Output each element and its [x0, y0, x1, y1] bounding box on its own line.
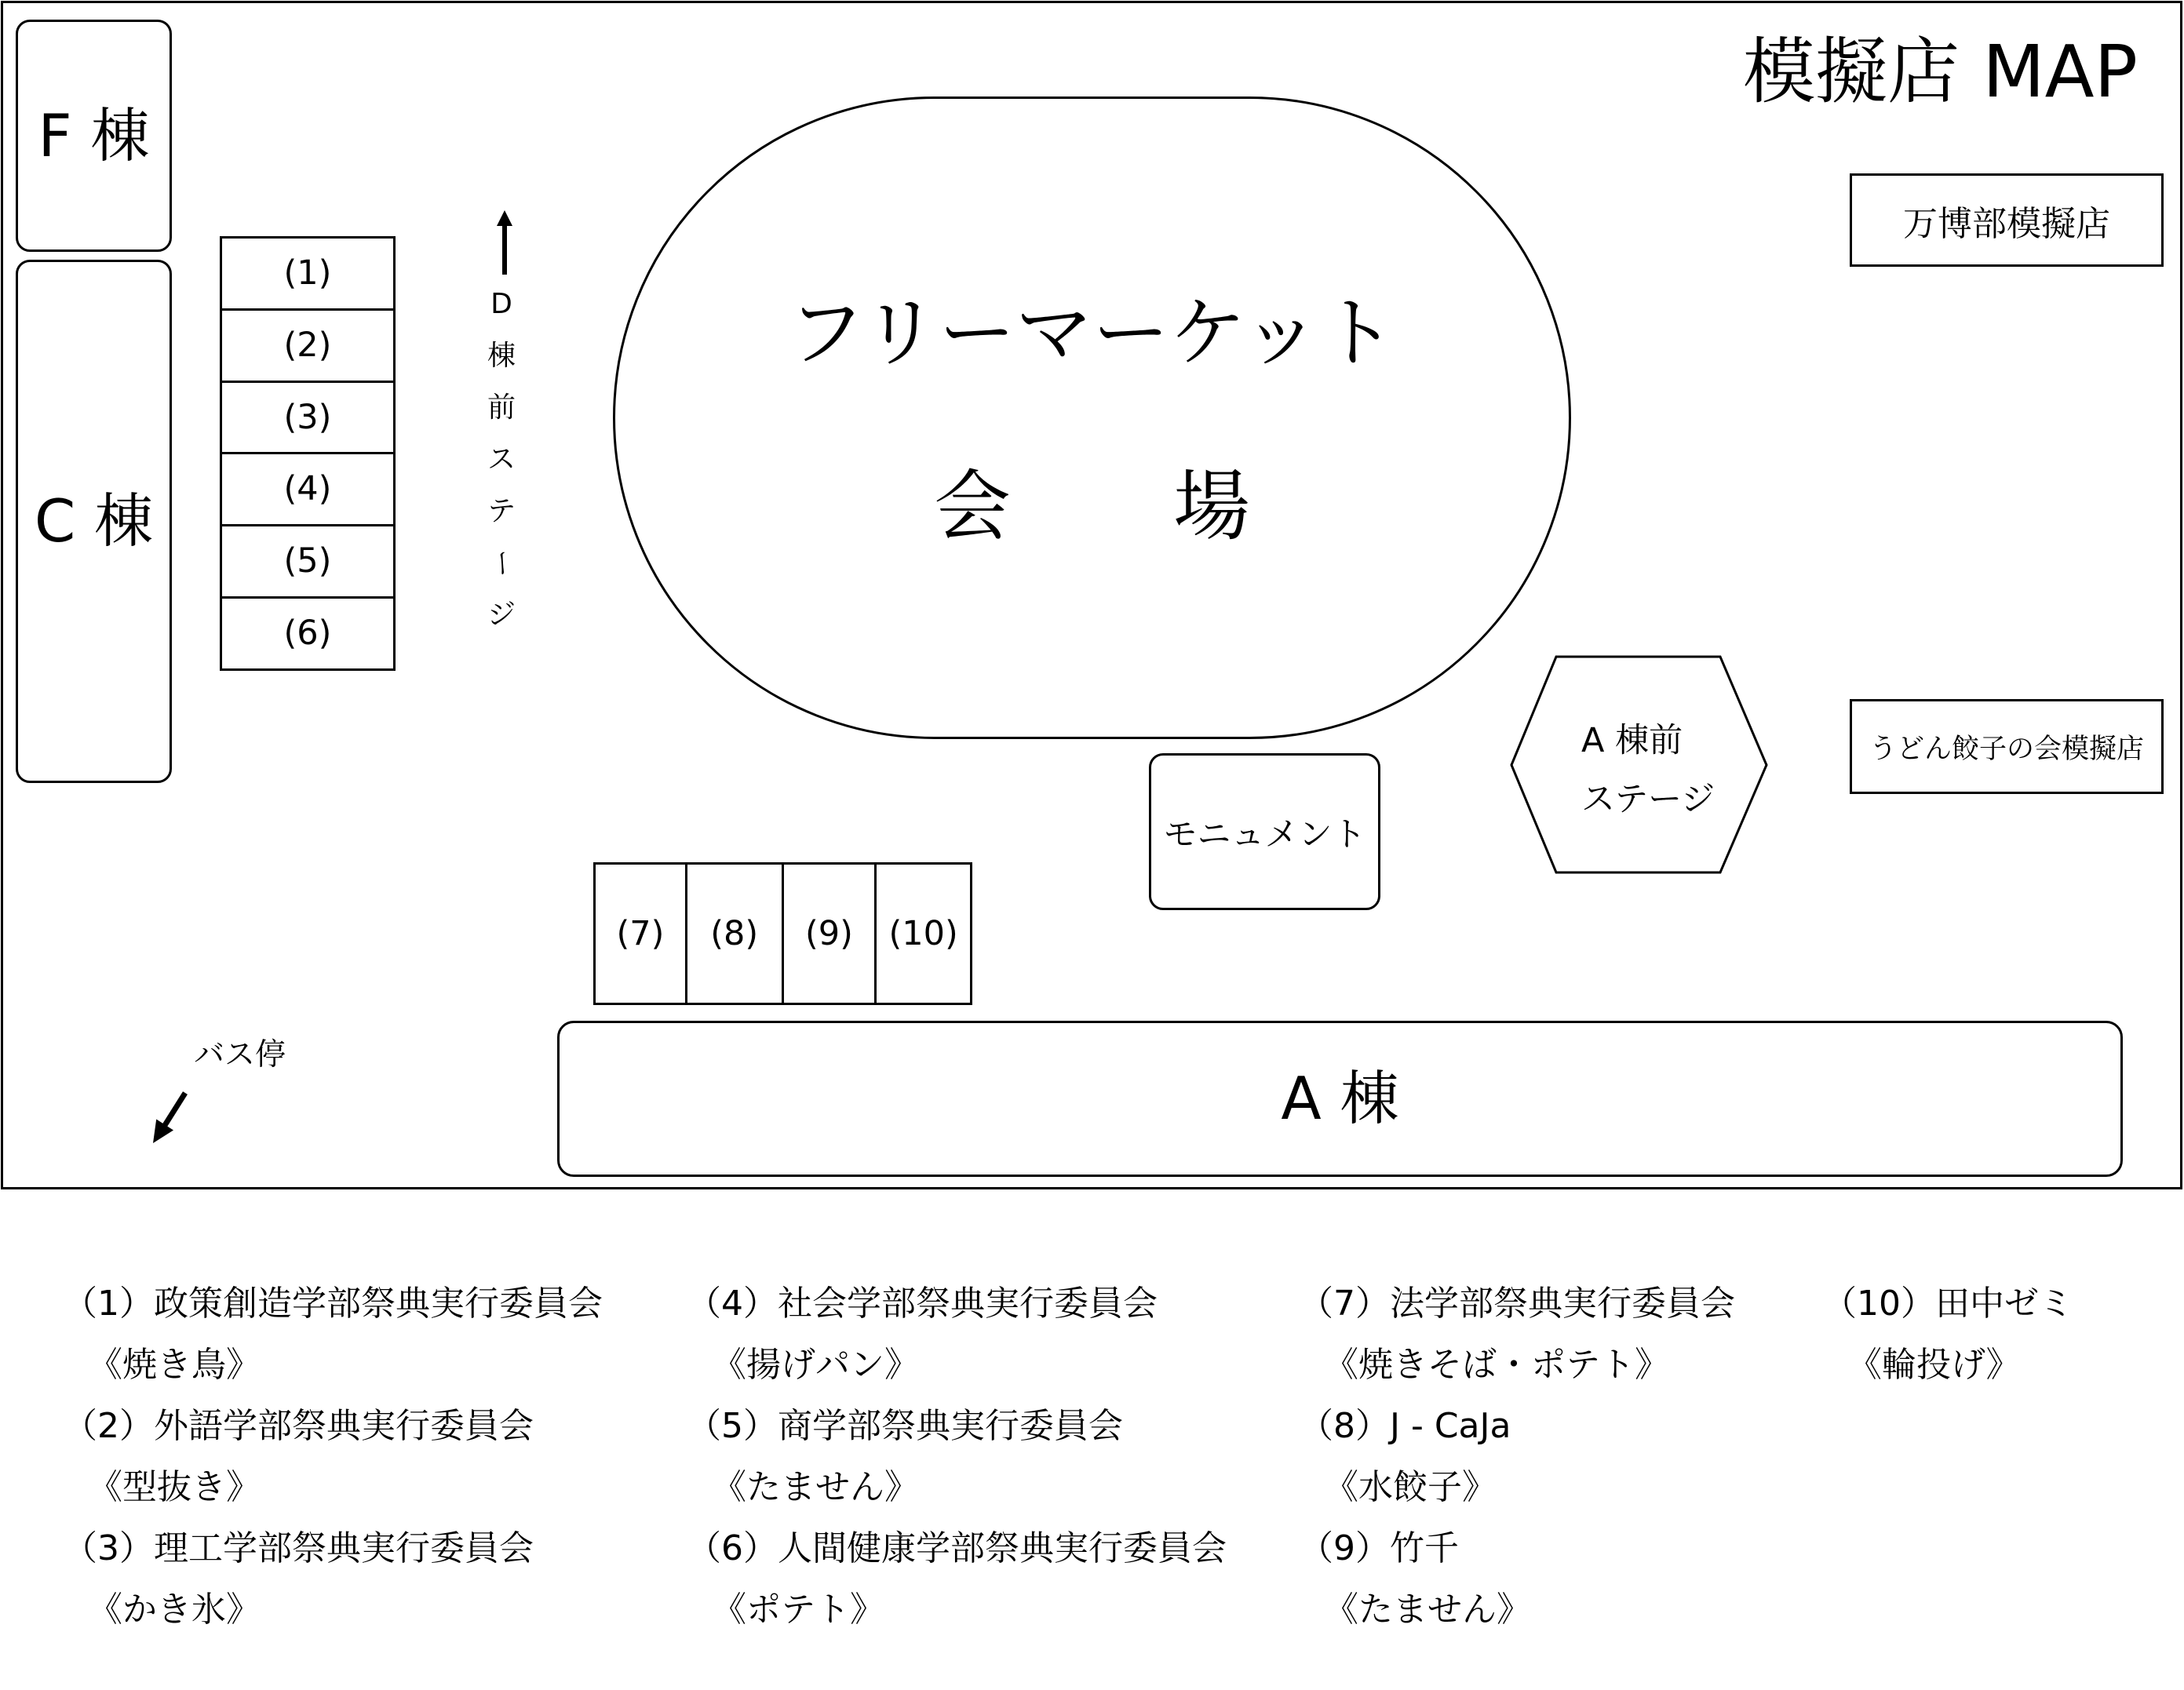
legend-entry — [63, 1518, 603, 1641]
legend-group-name: 理工学部祭典実行委員会 — [154, 1528, 534, 1568]
venue-char: 場 — [1173, 462, 1251, 552]
venue-char: 会 — [934, 462, 1012, 552]
legend-item: 《揚げパン》 — [712, 1345, 919, 1385]
building-f-label: F 棟 — [38, 100, 150, 170]
legend-number: （5） — [687, 1406, 778, 1446]
stall-cell: (9) — [782, 865, 875, 1003]
legend-group-name: 人間健康学部祭典実行委員会 — [778, 1528, 1227, 1568]
legend-entry — [63, 1396, 603, 1518]
d-stage-label — [482, 279, 521, 641]
legend-item: 《かき氷》 — [88, 1590, 261, 1630]
legend-number: （4） — [687, 1284, 778, 1324]
legend-number: （2） — [63, 1406, 154, 1446]
legend-heading — [1299, 1273, 1735, 1335]
legend-group-name: 外語学部祭典実行委員会 — [154, 1406, 534, 1446]
legend-heading — [1299, 1396, 1735, 1457]
legend-item: 《たません》 — [712, 1467, 919, 1507]
d-stage-char: 前 — [487, 392, 516, 424]
d-stage-char: D — [490, 288, 512, 320]
legend-heading — [63, 1396, 603, 1457]
a-stage-label-line1: A 棟前 — [1581, 721, 1683, 760]
legend-item: 《水餃子》 — [1324, 1467, 1497, 1507]
flea-market-venue — [613, 97, 1571, 739]
udon-gyoza-stall — [1850, 699, 2164, 794]
d-stage-char: ジ — [487, 599, 516, 631]
legend-entry — [1822, 1273, 2073, 1396]
d-stage-char: ー — [486, 548, 518, 577]
building-f — [16, 20, 172, 252]
stall-cell: (10) — [874, 865, 970, 1003]
d-stage-char: ス — [487, 443, 516, 475]
building-c — [16, 260, 172, 783]
stall-cell: (3) — [222, 381, 393, 453]
banpaku-stall — [1850, 173, 2164, 267]
legend-group-name: 田中ゼミ — [1935, 1284, 2073, 1324]
legend-column — [1822, 1273, 2073, 1396]
legend-entry — [1299, 1518, 1735, 1641]
stall-cell: (7) — [616, 913, 665, 953]
d-stage-char: 棟 — [487, 340, 516, 372]
map-title: 模擬店 MAP — [1742, 30, 2138, 114]
stall-block-bottom — [593, 862, 972, 1005]
legend-entry — [687, 1273, 1227, 1396]
stall-cell: (1) — [283, 253, 332, 293]
legend-number: （8） — [1299, 1406, 1390, 1446]
stall-cell: (8) — [685, 865, 782, 1003]
flea-market-title: フリーマーケット — [787, 289, 1397, 378]
stall-cell: (2) — [222, 308, 393, 381]
legend-item: 《焼きそば・ポテト》 — [1324, 1345, 1669, 1385]
legend-heading — [1299, 1518, 1735, 1579]
a-stage-label-line2: ステージ — [1581, 780, 1715, 819]
legend-item: 《ポテト》 — [712, 1590, 884, 1630]
legend-column — [687, 1273, 1227, 1641]
legend-number: （10） — [1822, 1284, 1935, 1324]
down-left-arrow-icon — [145, 1087, 192, 1149]
stall-cell: (6) — [222, 596, 393, 668]
up-arrow-icon — [493, 209, 516, 276]
legend-entry — [1299, 1396, 1735, 1518]
bus-stop-label: バス停 — [194, 1037, 286, 1073]
legend-entry — [63, 1273, 603, 1396]
legend-column — [63, 1273, 603, 1641]
legend-heading — [63, 1273, 603, 1335]
a-stage-hexagon — [1507, 651, 1774, 879]
legend-entry — [687, 1396, 1227, 1518]
legend-entry — [687, 1518, 1227, 1641]
legend-number: （1） — [63, 1284, 154, 1324]
legend-heading — [687, 1396, 1227, 1457]
legend-group-name: 政策創造学部祭典実行委員会 — [154, 1284, 603, 1324]
building-c-label: C 棟 — [34, 486, 154, 555]
building-a — [557, 1021, 2123, 1177]
legend-item: 《たません》 — [1324, 1590, 1531, 1630]
legend-number: （6） — [687, 1528, 778, 1568]
legend-heading — [1822, 1273, 2073, 1335]
legend-group-name: 商学部祭典実行委員会 — [778, 1406, 1123, 1446]
legend-item: 《輪投げ》 — [1847, 1345, 2021, 1385]
legend-number: （7） — [1299, 1284, 1390, 1324]
legend-heading — [687, 1518, 1227, 1579]
udon-gyoza-stall-label: うどん餃子の会模擬店 — [1869, 733, 2144, 765]
legend-heading — [687, 1273, 1227, 1335]
legend-group-name: 法学部祭典実行委員会 — [1390, 1284, 1735, 1324]
banpaku-stall-label: 万博部模擬店 — [1903, 203, 2110, 244]
d-stage-char: テ — [487, 495, 516, 527]
legend-entry — [1299, 1273, 1735, 1396]
stall-block-left — [220, 236, 396, 671]
legend-number: （3） — [63, 1528, 154, 1568]
legend-item: 《焼き鳥》 — [88, 1345, 261, 1385]
building-a-label: A 棟 — [1281, 1064, 1399, 1133]
monument — [1149, 753, 1380, 910]
legend-heading — [63, 1518, 603, 1579]
legend-group-name: 社会学部祭典実行委員会 — [778, 1284, 1158, 1324]
legend-column — [1299, 1273, 1735, 1641]
legend-number: （9） — [1299, 1528, 1390, 1568]
legend-group-name: J - CaJa — [1390, 1406, 1511, 1446]
stall-cell: (4) — [222, 452, 393, 524]
legend-item: 《型抜き》 — [88, 1467, 261, 1507]
stall-cell: (5) — [222, 524, 393, 596]
monument-label: モニュメント — [1163, 814, 1366, 854]
legend-group-name: 竹千 — [1390, 1528, 1459, 1568]
